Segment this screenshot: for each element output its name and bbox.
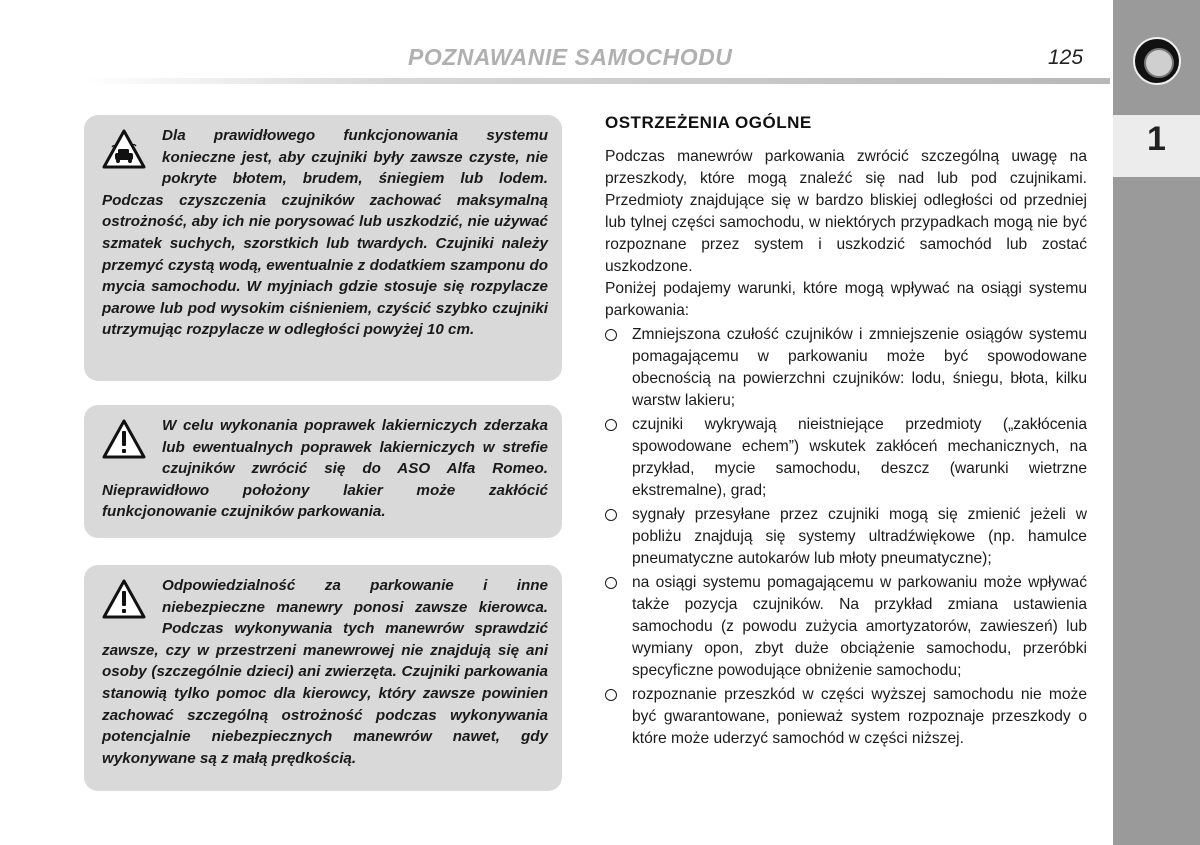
bullet-circle-icon — [605, 509, 617, 521]
warning-box-sensor-cleaning — [84, 115, 562, 381]
list-item: sygnały przesyłane przez czujniki mogą się zmienić jeżeli w pobliżu znajdują się systemy ultradźwiękowe (np. hamulce pneumatyczne autokarów lub młoty pneumatyczne); — [605, 504, 1087, 570]
list-item: Zmniejszona czułość czujników i zmniejszenie osiągów systemu pomagającemu w parkowaniu może być spowodowane obecnością na powierzchni czujników: lodu, śniegu, błota, kilku warstw lakieru; — [605, 324, 1087, 412]
bullet-circle-icon — [605, 329, 617, 341]
intro-paragraph: Podczas manewrów parkowania zwrócić szczególną uwagę na przeszkody, które mogą znaleźć się nad lub pod czujnikami. Przedmioty znajdujące się w bardzo bliskiej odległości od przedniej lub tylnej części samochodu, w niektórych przypadkach mogą nie być rozpoznane przez system i uszkodzić samochód lub zostać uszkodzone. — [605, 148, 1087, 275]
conditions-list — [605, 324, 1087, 750]
list-item: czujniki wykrywają nieistniejące przedmioty („zakłócenia spowodowane echem”) wskutek zakłóceń mechanicznych, na przykład, mycie samochodu, deszcz (warunki wietrzne ekstremalne), grad; — [605, 414, 1087, 502]
warning-box-driver-responsibility — [84, 565, 562, 791]
warning-text: Dla prawidłowego funkcjonowania systemu konieczne jest, aby czujniki były zawsze czyste, nie pokryte błotem, brudem, śniegiem lub lodem. Podczas czyszczenia czujników zachować maksymalną ostrożność, aby ich nie porysować lub uszkodzić, nie używać szmatek suchych, szorstkich lub twardych. Czujniki należy przemyć czystą wodą, ewentualnie z dodatkiem szamponu do mycia samochodu. W myjniach gdzie stosuje się rozpylacze parowe lub pod wysokim ciśnieniem, czyścić szybko czujniki utrzymując rozpylacze w odległości powyżej 10 cm. — [102, 127, 548, 339]
bullet-circle-icon — [605, 419, 617, 431]
list-item: rozpoznanie przeszkód w części wyższej samochodu nie może być gwarantowane, ponieważ system rozpoznaje przeszkody o które może uderzyć samochód w części niższej. — [605, 684, 1087, 750]
chapter-number: 1 — [1147, 120, 1166, 158]
bullet-circle-icon — [605, 577, 617, 589]
warning-text: Odpowiedzialność za parkowanie i inne niebezpieczne manewry ponosi zawsze kierowca. Podczas wykonywania tych manewrów sprawdzić zawsze, czy w przestrzeni manewrowej nie znajdują się ani osoby (szczególnie dzieci) ani zwierzęta. Czujniki parkowania stanowią tylko pomoc dla kierowcy, który zawsze powinien zachować szczególną ostrożność podczas wykonywania potencjalnie niebezpiecznych manewrów nawet, gdy wykonywane są z małą prędkością. — [102, 577, 548, 767]
warning-triangle-icon — [102, 579, 154, 621]
warning-text: W celu wykonania poprawek lakierniczych zderzaka lub ewentualnych poprawek lakierniczych w strefie czujników zwrócić się do ASO Alfa Romeo. Nieprawidłowo położony lakier może zakłócić funkcjonowanie czujników parkowania. — [102, 417, 548, 521]
warning-triangle-icon — [102, 419, 154, 461]
conditions-paragraph: Poniżej podajemy warunki, które mogą wpływać na osiągi systemu parkowania: — [605, 280, 1087, 319]
section-body — [605, 146, 1087, 750]
alfa-romeo-logo-icon — [1133, 37, 1181, 85]
page-header-title: POZNAWANIE SAMOCHODU — [408, 44, 733, 70]
list-item: na osiągi systemu pomagającemu w parkowaniu może wpływać także pozycja czujników. Na przykład zmiana ustawienia samochodu (z powodu zużycia amortyzatorów, zawieszeń) lub wymiany opon, zbyt duże obciążenie samochodu, przeróbki specyficzne powodujące obniżenie samochodu; — [605, 572, 1087, 682]
header-rule — [85, 78, 1110, 84]
bullet-circle-icon — [605, 689, 617, 701]
car-washing-warning-icon — [102, 129, 154, 171]
warning-box-painting — [84, 405, 562, 538]
section-heading: OSTRZEŻENIA OGÓLNE — [605, 113, 812, 132]
page-number: 125 — [1048, 46, 1084, 69]
